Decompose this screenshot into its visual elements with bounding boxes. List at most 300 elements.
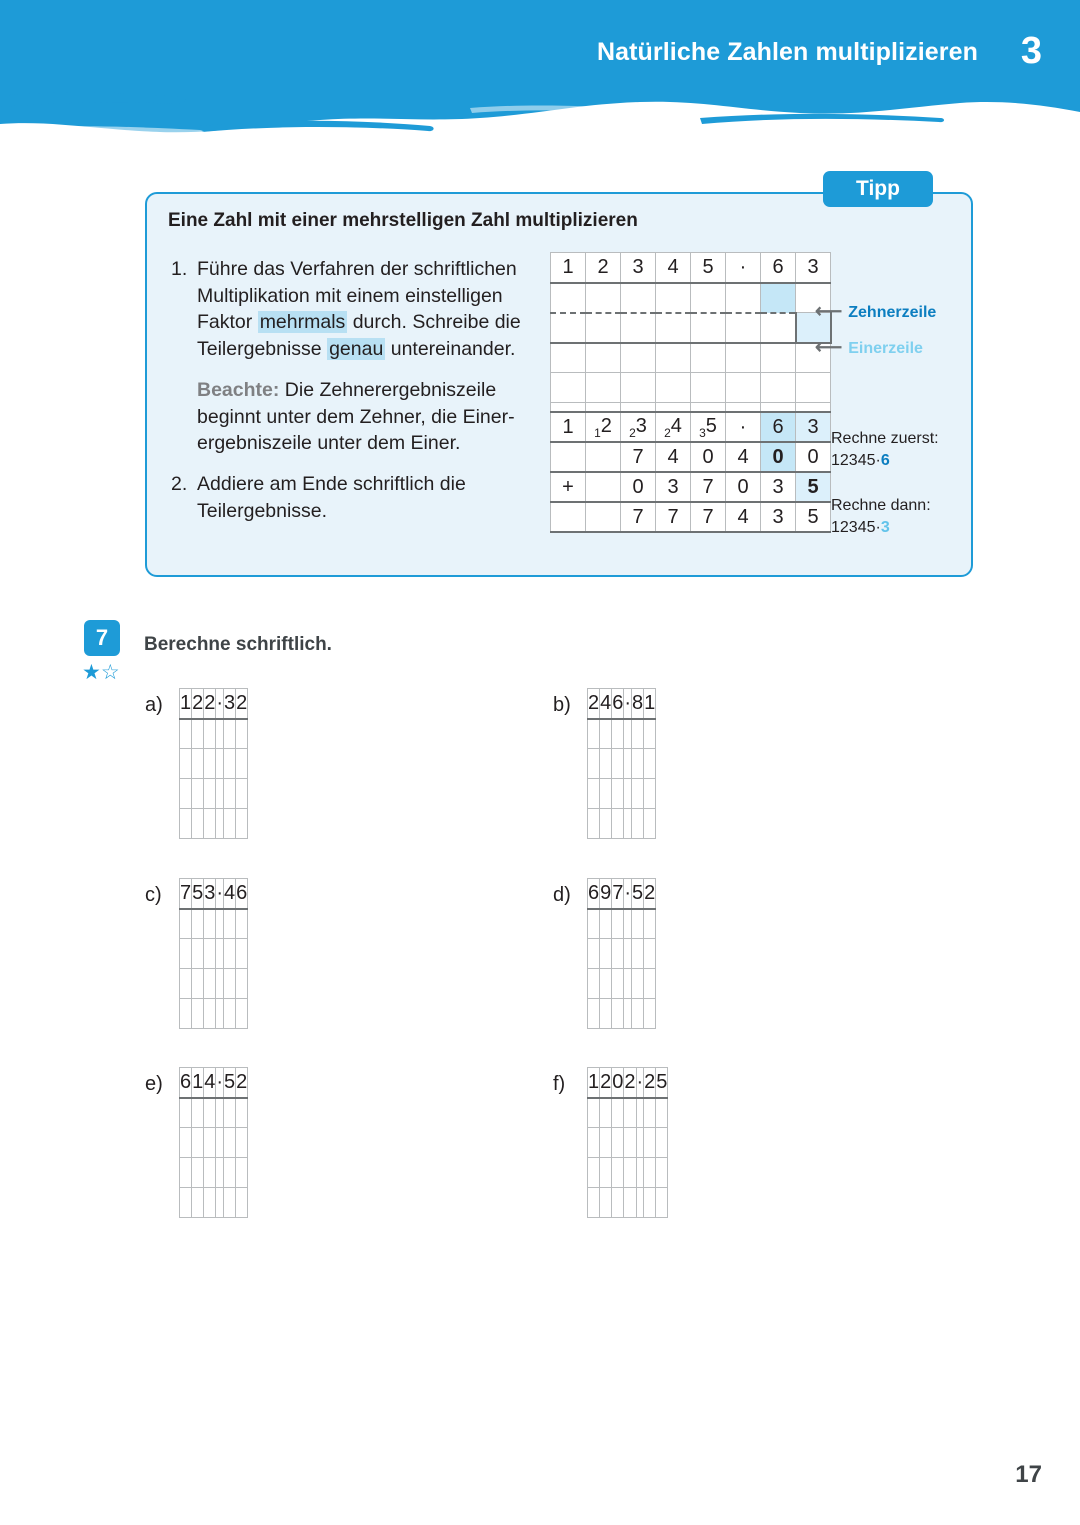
table-row[interactable] [588, 909, 656, 939]
answer-cell[interactable] [588, 1158, 600, 1188]
answer-cell[interactable] [236, 1188, 248, 1218]
table-row[interactable] [180, 999, 248, 1029]
answer-cell[interactable] [600, 779, 612, 809]
task-d-label: d) [553, 884, 571, 906]
table-row[interactable] [588, 779, 656, 809]
answer-cell[interactable] [636, 1188, 644, 1218]
grid-cell-operator: · [636, 1068, 644, 1098]
grid-cell: 7 [612, 879, 624, 909]
digit: 2 [600, 414, 612, 437]
carry-digit: 2 [664, 425, 671, 440]
grid-cell-operator: · [624, 879, 632, 909]
header-brush-banner [0, 0, 1080, 148]
answer-cell[interactable] [192, 909, 204, 939]
answer-cell[interactable] [644, 809, 656, 839]
grid-cell-operator: · [216, 689, 224, 719]
chapter-number: 3 [1020, 30, 1042, 72]
answer-cell[interactable] [192, 1098, 204, 1128]
grid-cell: 3 [224, 689, 236, 719]
annotation-rechne-dann [831, 495, 931, 538]
exercise-number-badge [84, 620, 120, 656]
answer-cell[interactable] [612, 1128, 624, 1158]
grid-cell: 2 [236, 1068, 248, 1098]
answer-cell[interactable] [624, 1188, 636, 1218]
answer-cell[interactable] [624, 809, 632, 839]
answer-cell[interactable] [632, 909, 644, 939]
answer-cell[interactable] [600, 1188, 612, 1218]
grid-doubleline [656, 373, 691, 403]
grid-cell [551, 442, 586, 472]
beachte-text: Die Zehnerergebniszeile beginnt unter dem Zehner, die Einerergebniszeile unter dem Einer. [197, 378, 515, 455]
digit: 4 [670, 414, 682, 437]
answer-cell[interactable] [612, 809, 624, 839]
table-row[interactable] [180, 809, 248, 839]
answer-cell[interactable] [588, 749, 600, 779]
answer-cell[interactable] [624, 779, 632, 809]
task-a-label: a) [145, 694, 163, 716]
answer-cell[interactable] [600, 939, 612, 969]
answer-cell[interactable] [632, 719, 644, 749]
answer-cell[interactable] [656, 1098, 668, 1128]
grid-doubleline [586, 373, 621, 403]
answer-cell[interactable] [204, 1158, 216, 1188]
grid-doubleline [761, 373, 796, 403]
answer-cell[interactable] [236, 939, 248, 969]
answer-cell[interactable] [224, 1128, 236, 1158]
answer-cell[interactable] [600, 719, 612, 749]
table-row[interactable] [180, 1158, 248, 1188]
grid-cell [551, 412, 586, 442]
answer-cell[interactable] [180, 809, 192, 839]
answer-cell[interactable] [624, 969, 632, 999]
calc-prefix: 12345· [831, 451, 881, 469]
answer-cell[interactable] [632, 809, 644, 839]
answer-cell[interactable] [600, 1098, 612, 1128]
answer-cell[interactable] [624, 909, 632, 939]
answer-cell[interactable] [224, 1158, 236, 1188]
answer-cell[interactable] [636, 1128, 644, 1158]
answer-cell[interactable] [624, 749, 632, 779]
task-row-header [180, 689, 248, 719]
answer-cell[interactable] [216, 999, 224, 1029]
answer-cell[interactable] [224, 809, 236, 839]
grid-cell [586, 283, 621, 313]
page-number: 17 [1015, 1461, 1042, 1488]
grid-cell: 2 [644, 879, 656, 909]
answer-cell[interactable] [612, 749, 624, 779]
answer-cell[interactable] [180, 1098, 192, 1128]
grid-cell: 5 [632, 879, 644, 909]
answer-cell[interactable] [236, 1098, 248, 1128]
answer-cell[interactable] [588, 999, 600, 1029]
answer-cell[interactable] [636, 1158, 644, 1188]
answer-cell[interactable] [180, 1158, 192, 1188]
grid-cell [621, 343, 656, 373]
table-row[interactable] [180, 1128, 248, 1158]
tipp-blank-grid-row-3 [551, 343, 831, 373]
step-1-part-3: untereinander. [385, 338, 516, 361]
answer-cell[interactable] [180, 1188, 192, 1218]
answer-cell[interactable] [612, 719, 624, 749]
answer-cell[interactable] [236, 1128, 248, 1158]
annotation-einerzeile [815, 336, 923, 359]
grid-cell: 3 [796, 253, 831, 283]
table-row[interactable] [180, 1188, 248, 1218]
grid-cell [656, 313, 691, 343]
answer-cell[interactable] [236, 749, 248, 779]
task-c-label: c) [145, 884, 162, 906]
grid-cell: 7 [691, 502, 726, 532]
step-1-text [197, 256, 539, 363]
grid-cell [586, 412, 621, 442]
grid-cell [691, 313, 726, 343]
table-row[interactable] [180, 939, 248, 969]
answer-cell[interactable] [612, 909, 624, 939]
table-row[interactable] [180, 1098, 248, 1128]
answer-cell[interactable] [192, 999, 204, 1029]
star-filled-icon: ★ [82, 661, 101, 684]
answer-cell[interactable] [588, 969, 600, 999]
answer-cell[interactable] [624, 1098, 636, 1128]
task-row-header [588, 689, 656, 719]
step-2-text: Addiere am Ende schriftlich die Teilergebnisse. [197, 472, 466, 522]
answer-cell[interactable] [216, 779, 224, 809]
worked-sum-row [551, 502, 831, 532]
answer-cell[interactable] [612, 1098, 624, 1128]
grid-cell [586, 313, 621, 343]
answer-cell[interactable] [204, 749, 216, 779]
task-b-grid[interactable] [587, 688, 656, 839]
table-row[interactable] [588, 719, 656, 749]
answer-cell[interactable] [656, 1128, 668, 1158]
grid-cell: 4 [656, 253, 691, 283]
step-1-highlight-mehrmals: mehrmals [259, 311, 346, 334]
task-f-label: f) [553, 1073, 566, 1095]
grid-cell: 2 [204, 689, 216, 719]
left-arrow-icon: ⟵ [815, 337, 843, 358]
answer-cell[interactable] [236, 999, 248, 1029]
grid-doubleline [726, 373, 761, 403]
table-row[interactable] [588, 1128, 668, 1158]
answer-cell[interactable] [612, 969, 624, 999]
answer-cell[interactable] [192, 809, 204, 839]
answer-cell[interactable] [644, 909, 656, 939]
answer-cell[interactable] [216, 1098, 224, 1128]
answer-cell[interactable] [656, 1188, 668, 1218]
grid-cell-operator: · [624, 689, 632, 719]
grid-cell: 4 [600, 689, 612, 719]
answer-cell[interactable] [192, 1188, 204, 1218]
answer-cell[interactable] [180, 749, 192, 779]
table-row[interactable] [180, 749, 248, 779]
answer-cell[interactable] [224, 969, 236, 999]
answer-cell[interactable] [624, 1158, 636, 1188]
grid-cell: 6 [612, 689, 624, 719]
answer-cell[interactable] [224, 779, 236, 809]
answer-cell[interactable] [236, 1158, 248, 1188]
answer-cell[interactable] [588, 909, 600, 939]
answer-cell[interactable] [180, 909, 192, 939]
worked-header-row [551, 412, 831, 442]
answer-cell[interactable] [644, 939, 656, 969]
answer-cell[interactable] [644, 1188, 656, 1218]
grid-cell [691, 283, 726, 313]
page-title: Natürliche Zahlen multiplizieren [596, 38, 978, 66]
task-row-header [588, 1068, 668, 1098]
answer-cell[interactable] [644, 1158, 656, 1188]
answer-cell[interactable] [224, 749, 236, 779]
table-row[interactable] [588, 1098, 668, 1128]
table-row[interactable] [588, 749, 656, 779]
answer-cell[interactable] [588, 1098, 600, 1128]
answer-cell[interactable] [216, 1188, 224, 1218]
grid-cell [586, 343, 621, 373]
tipp-worked-grid [550, 411, 831, 533]
answer-cell[interactable] [612, 1158, 624, 1188]
table-row[interactable] [180, 779, 248, 809]
tipp-blank-grid [550, 252, 832, 433]
carry-digit: 3 [699, 425, 706, 440]
difficulty-stars [82, 660, 120, 685]
answer-cell[interactable] [644, 1128, 656, 1158]
answer-cell[interactable] [624, 999, 632, 1029]
grid-cell: 7 [180, 879, 192, 909]
table-row[interactable] [588, 999, 656, 1029]
answer-cell[interactable] [180, 969, 192, 999]
calc-first-digit: 6 [880, 451, 890, 469]
tipp-tab [823, 171, 933, 207]
grid-cell: 3 [761, 472, 796, 502]
table-row[interactable] [180, 969, 248, 999]
worked-ones-result-row [551, 472, 831, 502]
answer-cell[interactable] [588, 719, 600, 749]
task-a-grid[interactable] [179, 688, 248, 839]
answer-cell[interactable] [600, 999, 612, 1029]
grid-cell: 5 [691, 253, 726, 283]
grid-cell: 6 [761, 253, 796, 283]
answer-cell[interactable] [612, 939, 624, 969]
answer-cell[interactable] [636, 1098, 644, 1128]
grid-cell: 4 [204, 1068, 216, 1098]
grid-cell [551, 313, 586, 343]
grid-cell-operator: · [216, 1068, 224, 1098]
answer-cell[interactable] [192, 939, 204, 969]
answer-cell[interactable] [600, 1158, 612, 1188]
task-d-grid[interactable] [587, 878, 656, 1029]
answer-cell[interactable] [204, 779, 216, 809]
answer-cell[interactable] [224, 1188, 236, 1218]
answer-cell[interactable] [192, 749, 204, 779]
grid-cell: 0 [621, 472, 656, 502]
grid-cell: 1 [551, 253, 586, 283]
table-row[interactable] [180, 909, 248, 939]
rechne-zuerst-label: Rechne zuerst: [831, 430, 939, 447]
answer-cell[interactable] [624, 939, 632, 969]
answer-cell[interactable] [216, 1158, 224, 1188]
answer-cell[interactable] [632, 939, 644, 969]
answer-cell[interactable] [632, 999, 644, 1029]
answer-cell[interactable] [632, 749, 644, 779]
grid-cell [761, 343, 796, 373]
task-f-grid[interactable] [587, 1067, 668, 1218]
answer-cell[interactable] [204, 719, 216, 749]
grid-cell-ones-five: 5 [796, 472, 831, 502]
answer-cell[interactable] [192, 779, 204, 809]
table-row[interactable] [588, 1158, 668, 1188]
answer-cell[interactable] [236, 909, 248, 939]
answer-cell[interactable] [644, 969, 656, 999]
rechne-dann-label: Rechne dann: [831, 497, 931, 514]
answer-cell[interactable] [624, 1128, 636, 1158]
table-row[interactable] [588, 809, 656, 839]
answer-cell[interactable] [204, 909, 216, 939]
answer-cell[interactable] [216, 969, 224, 999]
answer-cell[interactable] [180, 1128, 192, 1158]
answer-cell[interactable] [612, 779, 624, 809]
answer-cell[interactable] [224, 939, 236, 969]
grid-cell [656, 343, 691, 373]
answer-cell[interactable] [612, 999, 624, 1029]
answer-cell[interactable] [236, 969, 248, 999]
table-row[interactable] [588, 939, 656, 969]
answer-cell[interactable] [632, 969, 644, 999]
table-row[interactable] [588, 969, 656, 999]
answer-cell[interactable] [180, 779, 192, 809]
grid-doubleline [796, 373, 831, 403]
answer-cell[interactable] [192, 969, 204, 999]
table-row[interactable] [588, 1188, 668, 1218]
task-row-header [588, 879, 656, 909]
answer-cell[interactable] [588, 939, 600, 969]
tipp-tab-label: Tipp [856, 177, 900, 200]
grid-cell: 0 [612, 1068, 624, 1098]
grid-doubleline [691, 373, 726, 403]
tipp-blank-grid-header-row [551, 253, 831, 283]
answer-cell[interactable] [600, 809, 612, 839]
table-row[interactable] [180, 719, 248, 749]
answer-cell[interactable] [600, 749, 612, 779]
grid-cell: 7 [656, 502, 691, 532]
answer-cell[interactable] [216, 809, 224, 839]
answer-cell[interactable] [236, 719, 248, 749]
answer-cell[interactable] [204, 939, 216, 969]
answer-cell[interactable] [204, 809, 216, 839]
tipp-blank-grid-tens-row [551, 283, 831, 313]
answer-cell[interactable] [216, 749, 224, 779]
tipp-box [145, 192, 973, 577]
tipp-blank-grid-doubleline-row [551, 373, 831, 403]
grid-cell: 6 [180, 1068, 192, 1098]
answer-cell[interactable] [224, 999, 236, 1029]
grid-cell-operator: · [216, 879, 224, 909]
answer-cell[interactable] [180, 719, 192, 749]
answer-cell[interactable] [204, 969, 216, 999]
answer-cell[interactable] [180, 939, 192, 969]
answer-cell[interactable] [588, 809, 600, 839]
step-1-highlight-genau: genau [329, 338, 384, 361]
answer-cell[interactable] [216, 909, 224, 939]
answer-cell[interactable] [192, 719, 204, 749]
answer-cell[interactable] [656, 1158, 668, 1188]
answer-cell[interactable] [600, 969, 612, 999]
grid-cell: 0 [691, 442, 726, 472]
grid-cell: 1 [192, 1068, 204, 1098]
worked-tens-result-row [551, 442, 831, 472]
step-1-part-2: durch. Schreibe die Teilergebnisse [197, 311, 521, 361]
answer-cell[interactable] [644, 999, 656, 1029]
answer-cell[interactable] [224, 719, 236, 749]
answer-cell[interactable] [588, 1128, 600, 1158]
answer-cell[interactable] [632, 779, 644, 809]
rechne-zuerst-value [831, 450, 939, 472]
rechne-dann-value [831, 517, 931, 539]
answer-cell[interactable] [180, 999, 192, 1029]
grid-cell-operator: · [726, 412, 761, 442]
answer-cell[interactable] [588, 1188, 600, 1218]
beachte-note [197, 377, 539, 457]
grid-cell [726, 283, 761, 313]
grid-cell: 2 [624, 1068, 636, 1098]
task-row-header [180, 879, 248, 909]
step-1-number: 1. [171, 258, 188, 280]
answer-cell[interactable] [204, 1128, 216, 1158]
carry-digit: 1 [594, 425, 601, 440]
star-empty-icon: ☆ [100, 661, 120, 684]
task-e-grid[interactable] [179, 1067, 248, 1218]
answer-cell[interactable] [644, 719, 656, 749]
answer-cell[interactable] [236, 809, 248, 839]
annotation-einerzeile-label: Einerzeile [848, 340, 923, 357]
answer-cell[interactable] [236, 779, 248, 809]
answer-cell[interactable] [204, 1098, 216, 1128]
answer-cell[interactable] [216, 939, 224, 969]
answer-cell[interactable] [644, 749, 656, 779]
answer-cell[interactable] [588, 779, 600, 809]
answer-cell[interactable] [204, 1188, 216, 1218]
grid-cell: 4 [656, 442, 691, 472]
grid-cell [726, 313, 761, 343]
calc-prefix: 12345· [831, 518, 881, 536]
grid-cell: 2 [644, 1068, 656, 1098]
grid-cell: 6 [588, 879, 600, 909]
grid-doubleline [621, 373, 656, 403]
answer-cell[interactable] [204, 999, 216, 1029]
grid-cell [586, 472, 621, 502]
answer-cell[interactable] [224, 1098, 236, 1128]
grid-cell: 2 [236, 689, 248, 719]
answer-cell[interactable] [612, 1188, 624, 1218]
answer-cell[interactable] [192, 1158, 204, 1188]
answer-cell[interactable] [216, 1128, 224, 1158]
answer-cell[interactable] [644, 779, 656, 809]
answer-cell[interactable] [624, 719, 632, 749]
grid-cell-operator: · [726, 253, 761, 283]
grid-cell: 5 [796, 502, 831, 532]
grid-cell [551, 283, 586, 313]
answer-cell[interactable] [600, 909, 612, 939]
grid-cell: 8 [632, 689, 644, 719]
answer-cell[interactable] [216, 719, 224, 749]
grid-cell: 4 [726, 442, 761, 472]
grid-cell [656, 412, 691, 442]
answer-cell[interactable] [644, 1098, 656, 1128]
task-c-grid[interactable] [179, 878, 248, 1029]
digit: 5 [705, 414, 717, 437]
answer-cell[interactable] [192, 1128, 204, 1158]
answer-cell[interactable] [600, 1128, 612, 1158]
answer-cell[interactable] [224, 909, 236, 939]
digit: 1 [562, 415, 574, 438]
